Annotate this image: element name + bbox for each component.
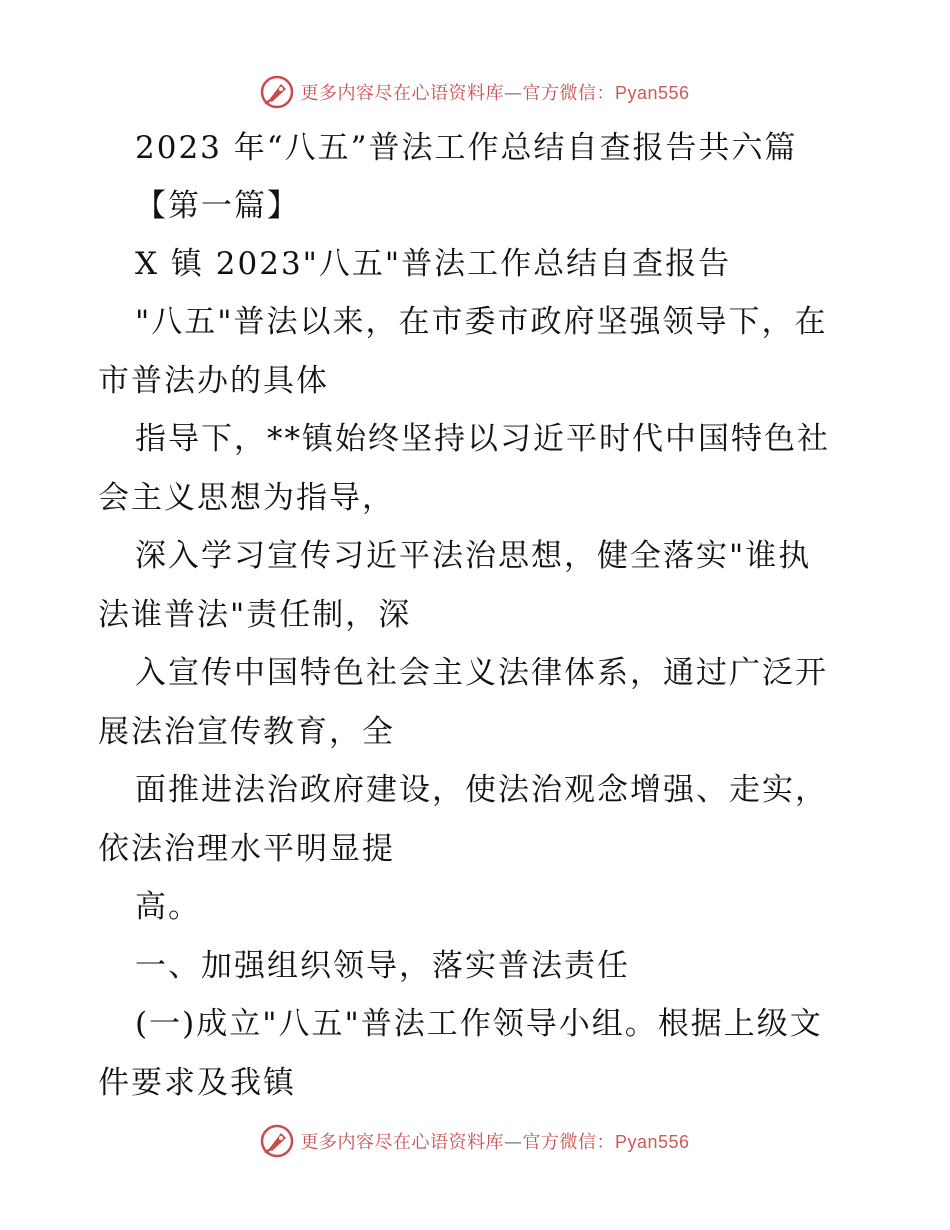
- watermark-site: 更多内容尽在心语资料库: [300, 83, 504, 104]
- watermark-wechat-id: Pyan556: [614, 83, 690, 103]
- body-line: 市普法办的具体: [98, 363, 329, 399]
- body-line: 指导下，**镇始终坚持以习近平时代中国特色社: [135, 421, 830, 457]
- watermark-footer: [0, 1121, 950, 1161]
- pen-nib-icon: [260, 75, 294, 109]
- body-line: 展法治宣传教育，全: [98, 714, 395, 750]
- body-line: 深入学习宣传习近平法治思想，健全落实"谁执: [135, 538, 812, 574]
- body-line: 依法治理水平明显提: [98, 831, 395, 867]
- watermark-text: [300, 79, 689, 105]
- document-title: 2023 年“八五”普法工作总结自查报告共六篇: [135, 130, 798, 166]
- pen-nib-icon: [260, 1124, 294, 1158]
- body-line: 法谁普法"责任制，深: [98, 597, 412, 633]
- watermark-dash: —: [503, 1132, 523, 1153]
- watermark-label: 官方微信：: [522, 83, 615, 104]
- body-line: 面推进法治政府建设，使法治观念增强、走实，: [135, 772, 828, 808]
- watermark-dash: —: [503, 83, 523, 104]
- body-line: (一)成立"八五"普法工作领导小组。根据上级文: [135, 1006, 823, 1042]
- body-line: 件要求及我镇: [98, 1065, 296, 1101]
- watermark-label: 官方微信：: [522, 1132, 615, 1153]
- watermark-site: 更多内容尽在心语资料库: [300, 1132, 504, 1153]
- body-line: 会主义思想为指导，: [98, 480, 395, 516]
- watermark-header: [0, 72, 950, 112]
- section-heading: 【第一篇】: [135, 188, 300, 224]
- body-line: "八五"普法以来，在市委市政府坚强领导下，在: [135, 304, 828, 340]
- watermark-wechat-id: Pyan556: [614, 1132, 690, 1152]
- section-subheading: 一、加强组织领导，落实普法责任: [135, 948, 630, 984]
- body-line: 入宣传中国特色社会主义法律体系，通过广泛开: [135, 655, 828, 691]
- watermark-text: [300, 1128, 689, 1154]
- body-line: 高。: [135, 889, 201, 925]
- report-title: X 镇 2023"八五"普法工作总结自查报告: [135, 246, 732, 282]
